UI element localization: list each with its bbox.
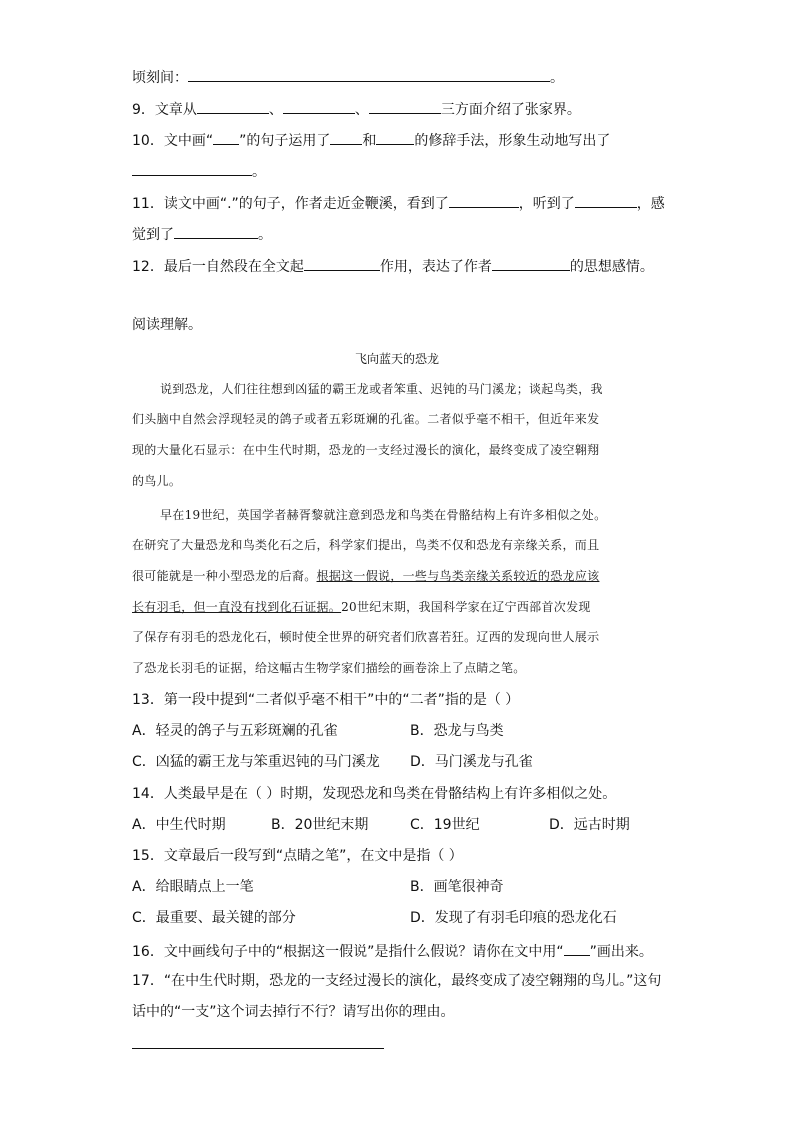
question-13: 13．第一段中提到“二者似乎毫不相干”中的“二者”指的是（ ） (132, 692, 520, 708)
answer-blank[interactable] (174, 223, 258, 239)
option-b[interactable]: B．恐龙与鸟类 (410, 723, 504, 739)
answer-line[interactable] (132, 1048, 384, 1049)
option-d[interactable]: D．马门溪龙与孔雀 (410, 754, 533, 770)
question-17: 17．“在中生代时期，恐龙的一支经过漫长的演化，最终变成了凌空翱翔的鸟儿。”这句 (132, 973, 662, 989)
option-a[interactable]: A．中生代时期 (132, 817, 226, 833)
underline-sample (564, 940, 590, 956)
passage-line: 们头脑中自然会浮现轻灵的鸽子或者五彩斑斓的孔雀。二者似乎毫不相干，但近年来发 (132, 412, 600, 426)
answer-blank[interactable] (330, 129, 362, 145)
passage-line: 说到恐龙，人们往往想到凶猛的霸王龙或者笨重、迟钝的马门溪龙；谈起鸟类，我 (160, 382, 603, 396)
underline-sample (213, 129, 239, 145)
answer-blank[interactable] (283, 98, 355, 114)
answer-blank[interactable] (132, 160, 252, 176)
question-12: 12．最后一自然段在全文起 作用，表达了作者 的思想感情。 (132, 255, 654, 277)
answer-blank[interactable] (369, 98, 441, 114)
passage-line: 很可能就是一种小型恐龙的后裔。根据这一假说，一些与鸟类亲缘关系较近的恐龙应该 (132, 569, 600, 583)
question-10-cont: 。 (132, 160, 266, 182)
question-16: 16．文中画线句子中的“根据这一假说”是指什么假说？请你在文中用“ ”画出来。 (132, 940, 653, 962)
passage-line: 长有羽毛，但一直没有找到化石证据。20世纪末期，我国科学家在辽宁西部首次发现 (132, 600, 591, 614)
option-c[interactable]: C．最重要、最关键的部分 (132, 910, 296, 926)
underlined-sentence: 长有羽毛，但一直没有找到化石证据。 (132, 600, 342, 614)
answer-blank[interactable] (376, 129, 414, 145)
question-11-cont: 觉到了 。 (132, 223, 272, 245)
question-10: 10．文中画“ ”的句子运用了 和 的修辞手法，形象生动地写出了 (132, 129, 610, 151)
option-c[interactable]: C．19世纪 (410, 817, 480, 833)
answer-blank[interactable] (492, 255, 570, 271)
question-11: 11．读文中画“.”的句子，作者走近金鞭溪，看到了 ，听到了 ，感 (132, 192, 665, 214)
option-d[interactable]: D．远古时期 (549, 817, 630, 833)
question-15: 15．文章最后一段写到“点睛之笔”，在文中是指（ ） (132, 848, 463, 864)
passage-line: 在研究了大量恐龙和鸟类化石之后，科学家们提出，鸟类不仅和恐龙有亲缘关系，而且 (132, 538, 600, 552)
option-a[interactable]: A．给眼睛点上一笔 (132, 879, 254, 895)
option-a[interactable]: A．轻灵的鸽子与五彩斑斓的孔雀 (132, 723, 338, 739)
passage-line: 早在19世纪，英国学者赫胥黎就注意到恐龙和鸟类在骨骼结构上有许多相似之处。 (160, 508, 607, 522)
answer-blank[interactable] (575, 192, 637, 208)
passage-line: 的鸟儿。 (132, 474, 182, 488)
answer-blank[interactable] (188, 66, 550, 82)
answer-blank[interactable] (304, 255, 380, 271)
underlined-sentence: 根据这一假说，一些与鸟类亲缘关系较近的恐龙应该 (316, 569, 600, 583)
passage-title: 飞向蓝天的恐龙 (354, 352, 439, 366)
section-heading: 阅读理解。 (132, 317, 202, 333)
answer-blank[interactable] (449, 192, 519, 208)
passage-line: 了保存有羽毛的恐龙化石，顿时使全世界的研究者们欣喜若狂。辽西的发现向世人展示 (132, 630, 600, 644)
question-14: 14．人类最早是在（ ）时期，发现恐龙和鸟类在骨骼结构上有许多相似之处。 (132, 786, 617, 802)
option-c[interactable]: C．凶猛的霸王龙与笨重迟钝的马门溪龙 (132, 754, 380, 770)
passage-line: 了恐龙长羽毛的证据，给这幅古生物学家们描绘的画卷涂上了点睛之笔。 (132, 661, 526, 675)
question-17-cont: 话中的“一支”这个词去掉行不行？请写出你的理由。 (132, 1004, 455, 1020)
option-b[interactable]: B．画笔很神奇 (410, 879, 504, 895)
answer-blank[interactable] (197, 98, 269, 114)
question-9: 9．文章从 、 、 三方面介绍了张家界。 (132, 98, 581, 120)
moment-line: 顷刻间： 。 (132, 66, 564, 88)
option-d[interactable]: D．发现了有羽毛印痕的恐龙化石 (410, 910, 617, 926)
passage-line: 现的大量化石显示：在中生代时期，恐龙的一支经过漫长的演化，最终变成了凌空翱翔 (132, 443, 600, 457)
option-b[interactable]: B．20世纪末期 (271, 817, 369, 833)
